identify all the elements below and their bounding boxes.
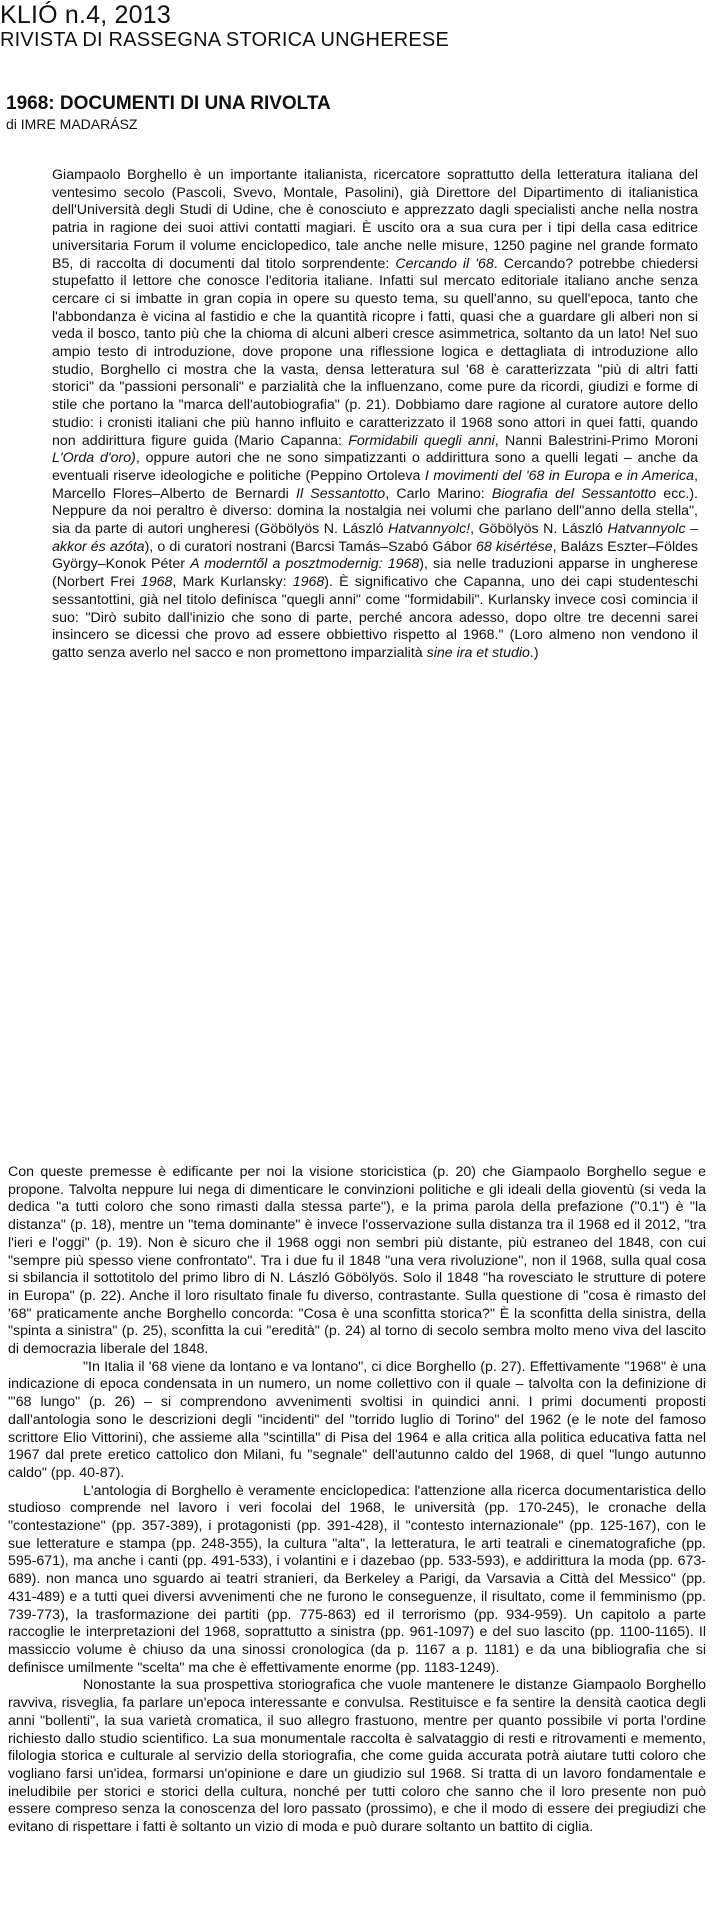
latin-phrase: sine ira et studio <box>426 644 530 661</box>
intro-text: , Carlo Marino: <box>385 485 492 502</box>
intro-text: , Marcello Flores–Alberto de Bernardi <box>52 467 698 502</box>
intro-text: ), o di curatori nostrani (Barcsi Tamás–Szabó Gábor <box>144 538 476 555</box>
article-body <box>8 1164 706 1837</box>
book-title: 68 kisértése <box>475 538 553 555</box>
intro-text: , oppure autori che ne sono simpatizzanti o addirittura sono a quelli legati – anche da eventuali riserve ideologiche e politiche (Peppino Ortoleva <box>52 450 698 484</box>
intro-block <box>43 167 698 663</box>
intro-paragraph <box>52 167 698 663</box>
book-title: Hatvannyolc – akkor és azóta <box>52 521 699 555</box>
book-title: 1968 <box>140 574 173 591</box>
book-title: Cercando il '68 <box>395 255 494 272</box>
book-title: A moderntől a posztmodernig: 1968 <box>190 556 420 573</box>
body-paragraph: L'antologia di Borghello è veramente enciclopedica: l'attenzione alla ricerca documentaristica dello studioso comprende nel lavoro i veri focolai del 1968, le università (pp. 170-245), le cronache della "contestazione" (pp. 357-389), i protagonisti (pp. 391-428), il "contesto internazionale" (pp. 125-167), con le sue letterature e stampa (pp. 248-355), la cultura "alta", la letteratura, le arti teatrali e cinematografiche (pp. 595-671), ma anche i canti (pp. 491-533), i volantini e i dazebao (pp. 533-593), e addirittura la moda (pp. 673-689). non manca uno sguardo ai teatri stranieri, da Berkeley a Parigi, da Varsavia a Città del Messico" (pp. 431-489) e a tutti quei diversi avvenimenti che ne furono le conseguenze, il risultato, come il femminismo (pp. 739-773), la trasformazione dei partiti (pp. 775-863) ed il terrorismo (pp. 934-959). Un capitolo a parte raccoglie le interpretazioni del 1968, soprattutto a sinistra (pp. 961-1097) e del suo lascito (pp. 1100-1165). Il massiccio volume è chiuso da una sinossi cronologica (da p. 1167 a p. 1181) e da una bibliografia che si definisce umilmente "scelta" ma che è effettivamente enorme (pp. 1183-1249). <box>8 1482 706 1676</box>
intro-text: Giampaolo Borghello è un importante italianista, ricercatore soprattutto della letteratura italiana del ventesimo secolo (Pascoli, Svevo, Montale, Pasolini), già Direttore del Dipartimento di italianistica dell'Università degli Studi di Udine, che è conosciuto e apprezzato dagli specialisti anche nella nostra patria in ragione dei suoi attivi contatti magiari. È uscito ora a sua cura per i tipi della casa editrice universitaria Forum il volume enciclopedico, tale anche nelle misure, 1250 pagine nel grande formato B5, di raccolta di documenti dal titolo sorprendente: <box>52 167 698 272</box>
book-title: Biografia del Sessantotto <box>491 485 657 502</box>
intro-text: ). È significativo che Capanna, uno dei capi studenteschi sessantottini, già nel titolo definisca "quegli anni" come "formidabili". Kurlansky invece così comincia il suo: "Dirò subito dall'inizio che sono di parte, perché ancora adesso, dopo oltre tre decenni sarei insincero se dicessi che provo ad essere obbiettivo rispetto al 1968." (Loro almeno non vendono il gatto senza averlo nel sacco e non promettono imparzialità <box>52 574 698 661</box>
article-title: 1968: DOCUMENTI DI UNA RIVOLTA <box>6 93 331 114</box>
intro-text: , Göbölyös N. László <box>470 521 608 538</box>
journal-subtitle: RIVISTA DI RASSEGNA STORICA UNGHERESE <box>0 29 449 51</box>
intro-text: , Balázs Eszter–Földes György–Konok Péter <box>52 538 698 573</box>
intro-text: , Nanni Balestrini-Primo Moroni <box>494 432 699 449</box>
book-title: Hatvannyolc! <box>388 521 471 538</box>
book-title: Formidabili quegli anni <box>348 432 495 449</box>
book-title: Il Sessantotto <box>296 485 386 502</box>
book-title: I movimenti del '68 in Europa e in America <box>424 467 695 484</box>
book-title: 1968 <box>292 574 325 591</box>
body-paragraph: Nonostante la sua prospettiva storiografica che vuole mantenere le distanze Giampaolo Borghello ravviva, risveglia, fa parlare un'epoca interessante e convulsa. Restituisce e fa sentire la densità caotica degli anni "bollenti", la sua varietà cromatica, il suo allegro frastuono, mentre per quanto possibile vi porta l'ordine richiesto dallo studio scientifico. La sua monumentale raccolta è salvataggio di resti e ritrovamenti e memento, filologia storica e culturale al servizio della storiografia, che come guida accurata potrà aiutare tutti coloro che vogliano farsi un'idea, formarsi un'opinione e dare un giudizio sul 1968. Si tratta di un lavoro fondamentale e ineludibile per storici e storici della cultura, nonché per tutti coloro che sanno che il loro presente non può essere compreso senza la conoscenza del loro passato (prossimo), e che il modo di essere dei pregiudizi che evitano di rispettare i fatti è soltanto un vizio di moda e può durare soltanto un battito di ciglia. <box>8 1677 706 1836</box>
intro-text: . Cercando? potrebbe chiedersi stupefatto il lettore che conosce l'editoria italiane. Infatti sul mercato editoriale italiano anche senza cercare ci si imbatte in gran copia in opere su questo tema, su quell'anno, su quell'epoca, tanto che l'abbondanza è vicina al fastidio e che la quantità ricopre i fatti, quasi che a guardare gli alberi non si veda il bosco, tanto più che la chioma di alcuni alberi cresce asimmetrica, soltanto da un lato! Nel suo ampio testo di introduzione, dove propone una riflessione logica e dettagliata di introduzione allo studio, Borghello ci mostra che la vasta, densa letteratura sul '68 è caratterizzata "più di altri fatti storici" da "passioni personali" e parzialità che la influenzano, come pure da ricordi, giudizi e forme di stile che portano la "marca dell'autobiografia" (p. 21). Dobbiamo dare ragione al curatore autore dello studio: i cronisti italiani che più hanno influito e caratterizzato il 1968 sono attori in quei fatti, quando non addirittura figure guida (Mario Capanna: <box>52 255 699 449</box>
article-author: di IMRE MADARÁSZ <box>6 116 138 132</box>
intro-text: ecc.). Neppure da noi peraltro è diverso: domina la nostalgia nei volumi che parlano dell"anno della stella", sia da parte di autori ungheresi (Göbölyös N. László <box>52 485 698 538</box>
intro-text: .) <box>529 644 539 661</box>
intro-text: , Mark Kurlansky: <box>172 574 293 591</box>
body-paragraph: "In Italia il '68 viene da lontano e va lontano", ci dice Borghello (p. 27). Effettivamente "1968" è una indicazione di epoca condensata in un numero, un nome collettivo con il quale – talvolta con la definizione di "'68 lungo" (p. 26) – si comprendono avvenimenti svoltisi in quindici anni. I primi documenti proposti dall'antologia sono le descrizioni degli "incidenti" del "torrido luglio di Torino" del 1962 (e le note del famoso scrittore Elio Vittorini), che assieme alla "scintilla" di Pisa del 1964 e alla critica alla politica educativa fatta nel 1967 dal prete eretico cattolico don Milani, fu "segnale" dell'autunno caldo del 1968, di quel "lungo autunno caldo" (pp. 40-87). <box>8 1358 706 1481</box>
intro-text: ), sia nelle traduzioni apparse in ungherese (Norbert Frei <box>52 556 699 591</box>
book-title: L'Orda d'oro) <box>52 450 136 467</box>
journal-header <box>0 2 720 51</box>
body-paragraph: Con queste premesse è edificante per noi la visione storicistica (p. 20) che Giampaolo Borghello segue e propone. Talvolta neppure lui nega di dimenticare le convinzioni politiche e gli ideali della gioventù (si veda la dedica "a tutti coloro che sono rimasti dalla stessa parte"), e la prima parola della prefazione ("0.1") è "la distanza" (p. 18), mentre un "tema dominante" è invece l'osservazione sulla distanza tra il 1968 ed il 2012, "tra l'ieri e l'oggi" (p. 19). Non è sicuro che il 1968 oggi non sembri più distante, più estraneo del 1848, con cui "sempre più spesso viene confrontato". Tra i due fu il 1848 "una vera rivoluzione", non il 1968, sulla qual cosa si sbilancia il sottotitolo del primo libro di N. László Göbölyös. Solo il 1848 "ha rovesciato le strutture di potere in Europa" (p. 22). Anche il loro risultato finale fu diverso, contrastante. Sulla questione di "cosa è rimasto del '68" praticamente anche Borghello concorda: "Cosa è una sconfitta storica?" È la sconfitta della sinistra, della "spinta a sinistra" (p. 25), sconfitta la cui "eredità" (p. 24) al torno di secolo sembra molto meno viva del lascito di democrazia liberale del 1848. <box>8 1164 706 1358</box>
journal-title: KLIÓ n.4, 2013 <box>0 1 171 29</box>
